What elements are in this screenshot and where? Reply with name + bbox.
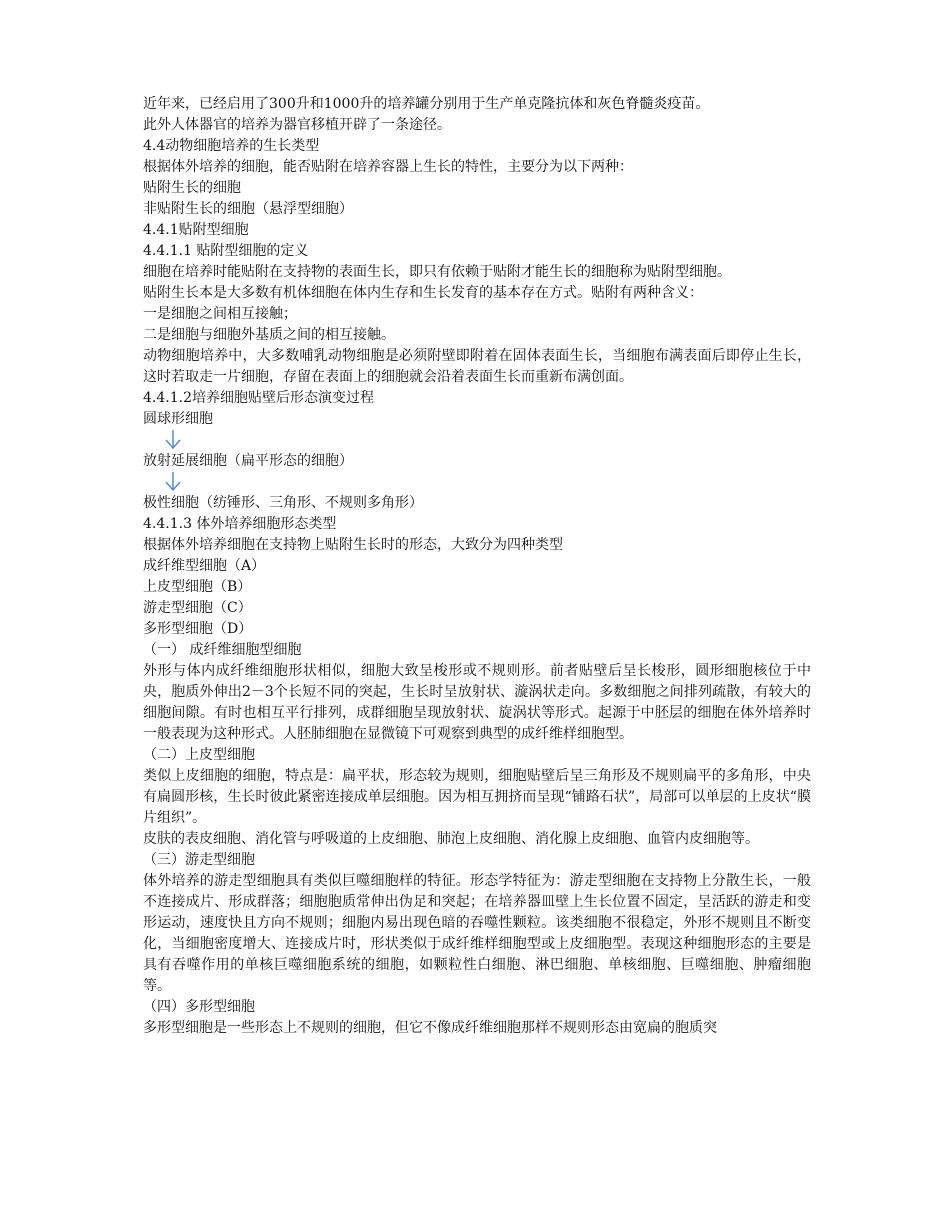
text-line: 二是细胞与细胞外基质之间的相互接触。 xyxy=(143,327,395,343)
list-item: 成纤维型细胞（A） xyxy=(143,558,266,574)
text-line: 贴附生长本是大多数有机体细胞在体内生存和生长发育的基本存在方式。贴附有两种含义： xyxy=(143,285,703,301)
morph-step: 极性细胞（纺锤形、三角形、不规则多角形） xyxy=(143,495,423,511)
list-item: 非贴附生长的细胞（悬浮型细胞） xyxy=(143,201,353,217)
list-item: 贴附生长的细胞 xyxy=(143,180,241,196)
text-line: 根据体外培养细胞在支持物上贴附生长时的形态，大致分为四种类型 xyxy=(143,537,563,553)
list-item: 多形型细胞（D） xyxy=(143,621,253,637)
morph-step: 放射延展细胞（扁平形态的细胞） xyxy=(143,453,353,469)
text-line: 根据体外培养的细胞，能否贴附在培养容器上生长的特性，主要分为以下两种： xyxy=(143,159,633,175)
adhesion-paragraph: 动物细胞培养中，大多数哺乳动物细胞是必须附壁即附着在固体表面生长，当细胞布满表面后即停止生长，这时若取走一片细胞，存留在表面上的细胞就会沿着表面生长而重新布满创面。 xyxy=(143,348,811,385)
section-heading: 4.4动物细胞培养的生长类型 xyxy=(143,138,320,154)
wandering-paragraph: 体外培养的游走型细胞具有类似巨噬细胞样的特征。形态学特征为：游走型细胞在支持物上分散生长，一般不连接成片、形成群落；细胞胞质常伸出伪足和突起；在培养器皿壁上生长位置不固定，呈活跃的游走和变形运动，速度快且方向不规则；细胞内易出现色暗的吞噬性颗粒。该类细胞不很稳定，外形不规则且不断变化，当细胞密度增大、连接成片时，形状类似于成纤维样细胞型或上皮细胞型。表现这种细胞形态的主要是具有吞噬作用的单核巨噬细胞系统的细胞，如颗粒性白细胞、淋巴细胞、单核细胞、巨噬细胞、肿瘤细胞等。 xyxy=(143,873,811,994)
subsection-heading: （二）上皮型细胞 xyxy=(143,747,255,763)
section-heading: 4.4.1.1 贴附型细胞的定义 xyxy=(143,243,309,259)
polymorphic-paragraph: 多形型细胞是一些形态上不规则的细胞，但它不像成纤维细胞那样不规则形态由宽扁的胞质突 xyxy=(143,1020,717,1036)
section-heading: 4.4.1.3 体外培养细胞形态类型 xyxy=(143,516,337,532)
document-page xyxy=(143,94,811,1039)
intro-line: 近年来，已经启用了300升和1000升的培养罐分别用于生产单克隆抗体和灰色脊髓炎疫苗。 xyxy=(143,96,710,112)
epithelial-examples-paragraph: 皮肤的表皮细胞、消化管与呼吸道的上皮细胞、肺泡上皮细胞、消化腺上皮细胞、血管内皮细胞等。 xyxy=(143,831,759,847)
subsection-heading: （四）多形型细胞 xyxy=(143,999,255,1015)
down-arrow-icon xyxy=(161,430,811,451)
list-item: 游走型细胞（C） xyxy=(143,600,252,616)
text-line: 细胞在培养时能贴附在支持物的表面生长，即只有依赖于贴附才能生长的细胞称为贴附型细胞。 xyxy=(143,264,731,280)
list-item: 上皮型细胞（B） xyxy=(143,579,252,595)
section-heading: 4.4.1.2培养细胞贴壁后形态演变过程 xyxy=(143,390,374,406)
text-line: 一是细胞之间相互接触； xyxy=(143,306,297,322)
fibroblast-paragraph: 外形与体内成纤维细胞形状相似，细胞大致呈梭形或不规则形。前者贴壁后呈长梭形，圆形细胞核位于中央，胞质外伸出2－3个长短不同的突起，生长时呈放射状、漩涡状走向。多数细胞之间排列疏散，有较大的细胞间隙。有时也相互平行排列，成群细胞呈现放射状、旋涡状等形式。起源于中胚层的细胞在体外培养时一般表现为这种形式。人胚肺细胞在显微镜下可观察到典型的成纤维样细胞型。 xyxy=(143,663,811,742)
subsection-heading: （三）游走型细胞 xyxy=(143,852,255,868)
section-heading: 4.4.1贴附型细胞 xyxy=(143,222,249,238)
morph-step: 圆球形细胞 xyxy=(143,411,213,427)
epithelial-paragraph: 类似上皮细胞的细胞，特点是：扁平状，形态较为规则，细胞贴壁后呈三角形及不规则扁平的多角形，中央有扁圆形核，生长时彼此紧密连接成单层细胞。因为相互拥挤而呈现“铺路石状”，局部可以单层的上皮状“膜片组织”。 xyxy=(143,768,811,826)
subsection-heading: （一） 成纤维细胞型细胞 xyxy=(143,642,302,658)
down-arrow-icon xyxy=(161,472,811,493)
intro-line: 此外人体器官的培养为器官移植开辟了一条途径。 xyxy=(143,117,451,133)
